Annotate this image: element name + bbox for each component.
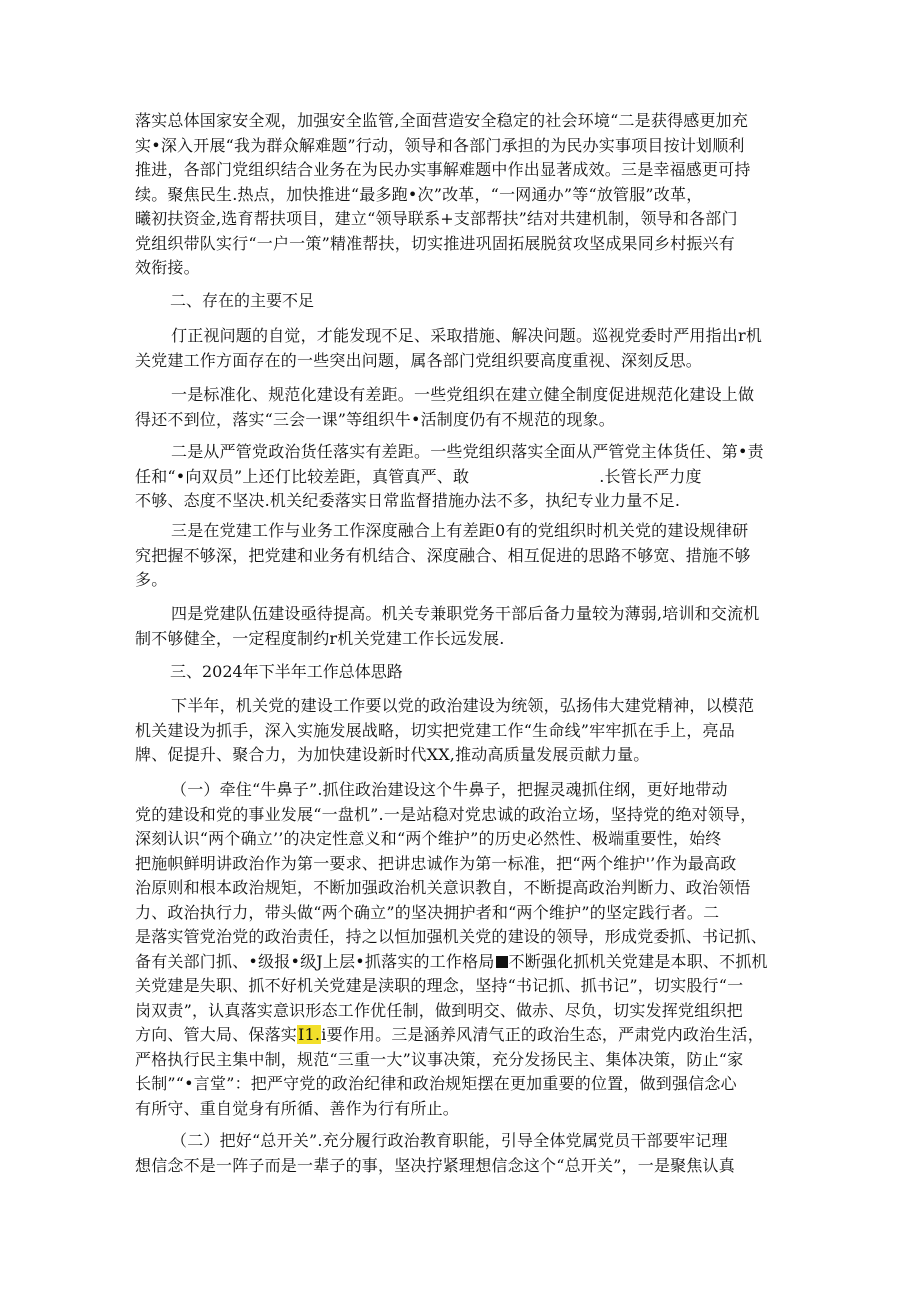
- text-line: 不够、态度不坚决.机关纪委落实日常监督措施办法不多，执纪专业力量不足.: [135, 491, 681, 510]
- text-fragment: 方向、管大局、保落实: [135, 1025, 298, 1044]
- text-line: 推进，各部门党组织结合业务在为民办实事解难题中作出显著成效。三是幸福感更可持: [135, 160, 751, 179]
- text-line: 把施帜鲜明讲政治作为第一要求、把讲忠诚作为第一标准，把“两个维护'’作为最高政: [135, 853, 737, 873]
- text-line: 一是标准化、规范化建设有差距。一些党组织在建立健全制度促进规范化建设上做: [171, 385, 755, 404]
- text-fragment: 备有关部门抓、•级报•级J上层•抓落实的工作格局: [135, 951, 495, 971]
- text-line: 党的建设和党的事业发展“一盘机”.一是站稳对党忠诚的政治立场，坚持党的绝对领导，: [135, 804, 757, 824]
- text-line: 长制”“•言堂”：把严守党的政治纪律和政治规矩摆在更加重要的位置，做到强信念心: [135, 1074, 737, 1093]
- paragraph-shortcoming-two: [135, 440, 785, 514]
- text-fragment: 不断强化抓机关党建是本职、不抓机: [508, 951, 768, 971]
- text-line: 有所守、重自觉身有所循、善作为行有所止。: [135, 1098, 460, 1118]
- text-line: 想信念不是一阵子而是一辈子的事，坚决拧紧理想信念这个“总开关”，一是聚焦认真: [135, 1155, 735, 1175]
- text-line: 仃正视问题的自觉，才能发现不足、采取措施、解决问题。巡视党委时严用指出r机: [171, 326, 763, 345]
- text-fragment: i要作用。三是涵养风清气正的政治生态，严肃党内政治生活，: [321, 1025, 764, 1044]
- text-line: 续。聚焦民生.热点，加快推进“最多跑•次”改革，“一网通办”等“放管服”改革，: [135, 184, 703, 204]
- text-line: 三是在党建工作与业务工作深度融合上有差距0有的党组织时机关党的建设规律研: [171, 521, 749, 540]
- section-heading-shortcomings: 二、存在的主要不足: [170, 291, 315, 310]
- text-fragment: .长管长严力度: [599, 466, 702, 486]
- paragraph-shortcoming-one: [135, 383, 785, 432]
- text-line: 关党建是失职、抓不好机关党建是渎职的理念，坚持“书记抓、抓书记”，切实股行“一: [135, 976, 744, 995]
- black-square-glyph: [496, 956, 508, 968]
- text-line: 落实总体国家安全观，加强安全监管,全面营造安全稳定的社会环境“二是获得感更加充: [135, 111, 749, 130]
- text-line: 机关建设为抓手，深入实施发展战略，切实把党建工作“生命线”牢牢抓在手上，亮品: [135, 720, 735, 740]
- paragraph-shortcoming-three: [135, 519, 785, 593]
- text-line: 是落实管党治党的政治责任，持之以恒加强机关党的建设的领导，形成党委抓、书记抓、: [135, 927, 767, 946]
- text-line: [135, 465, 785, 490]
- text-line: 岗双责”，认真落实意识形态工作优任制，做到明交、做赤、尽负，切实发挥党组织把: [135, 1000, 743, 1020]
- text-line: （二）把好“总开关”.充分履行政治教育职能，引导全体党属党员干部要牢记理: [171, 1131, 728, 1150]
- paragraph-section-one: [135, 778, 785, 1121]
- text-line: 治原则和根本政治规矩，不断加强政治机关意识教自，不断提高政治判断力、政治领悟: [135, 878, 751, 897]
- text-line: 效衔接。: [135, 258, 200, 277]
- highlighted-text: I1.: [298, 1025, 321, 1044]
- text-line: 关党建工作方面存在的一些突出问题，属各部门党组织要高度重视、深刻反思。: [135, 350, 703, 370]
- text-line: 究把握不够深，把党建和业务有机结合、深度融合、相互促进的思路不够宽、措施不够: [135, 545, 751, 565]
- paragraph-achievements: [135, 109, 785, 281]
- text-line: 四是党建队伍建设亟待提高。机关专兼职党务干部后备力量较为薄弱,培训和交流机: [171, 604, 760, 623]
- paragraph-section-two: [135, 1129, 785, 1178]
- text-line: 深刻认识“两个确立’’的决定性意义和“两个维护”的历史必然性、极端重要性，始终: [135, 829, 722, 848]
- paragraph-second-half-plan: [135, 694, 785, 768]
- text-line: 得还不到位，落实“三会一课”等组织牛•活制度仍有不规范的现象。: [135, 409, 615, 429]
- text-line: [135, 950, 785, 975]
- paragraph-shortcoming-four: [135, 602, 785, 651]
- text-line: 党组织带队实行“一户一策”精准帮扶，切实推进巩固拓展脱贫攻坚成果同乡村振兴有: [135, 233, 735, 253]
- text-line: 实•深入开展“我为群众解难题”行动，领导和各部门承担的为民办实事项目按计划顺利: [135, 135, 745, 155]
- text-line: 多。: [135, 570, 168, 589]
- text-line: 曦初扶资金,选育帮扶项目，建立“领导联系+支部帮扶”结对共建机制，领导和各部门: [135, 209, 738, 228]
- text-line: （一）牵住“牛鼻子”.抓住政治建设这个牛鼻子，把握灵魂抓住纲，更好地带动: [171, 780, 728, 799]
- text-line: 下半年，机关党的建设工作要以党的政治建设为统领，弘扬伟大建党精神，以模范: [171, 696, 755, 715]
- text-line: [135, 1023, 785, 1048]
- text-line: 二是从严管党政治货任落实有差距。一些党组织落实全面从严管党主体货任、第•责: [171, 442, 764, 461]
- section-heading-plan: 三、2024年下半年工作总体思路: [170, 662, 403, 681]
- paragraph-shortcomings-intro: [135, 324, 785, 373]
- text-line: 力、政治执行力，带头做“两个确立”的坚决拥护者和“两个维护”的坚定践行者。二: [135, 902, 720, 922]
- text-line: 牌、促提升、聚合力，为加快建设新时代XX,推动高质量发展贡献力量。: [135, 745, 650, 764]
- text-line: 严格执行民主集中制，规范“三重一大”议事决策，充分发扬民主、集体决策，防止“家: [135, 1049, 744, 1069]
- text-fragment: 任和“•向双员”上还仃比较差距，真管真严、敢: [135, 466, 470, 486]
- text-line: 制不够健全，一定程度制约r机关党建工作长远发展.: [135, 628, 505, 648]
